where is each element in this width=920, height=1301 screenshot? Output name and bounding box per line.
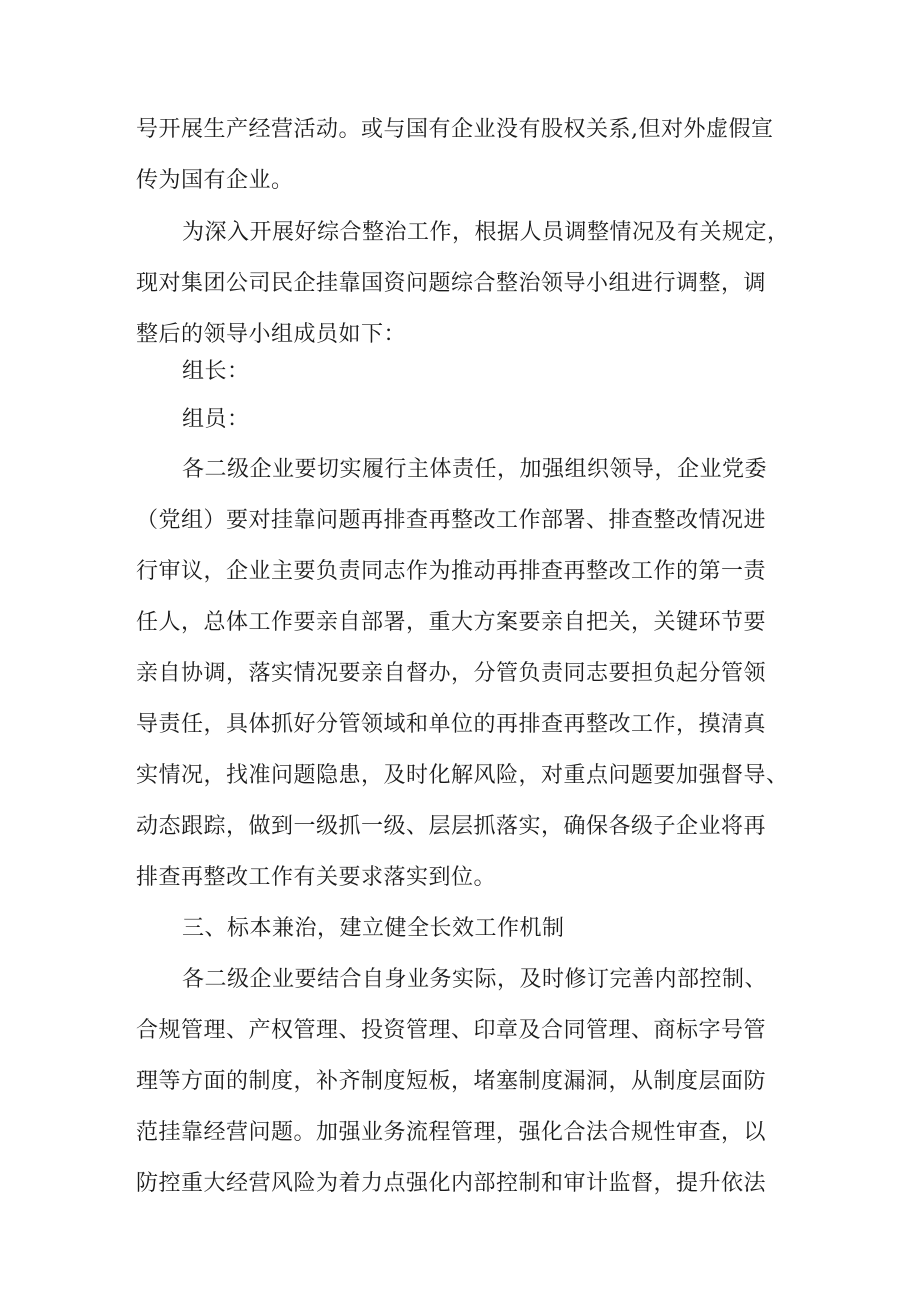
text-line: 号开展生产经营活动。或与国有企业没有股权关系,但对外虚假宣 [136, 117, 774, 142]
group-members-label: 组员： [182, 407, 250, 432]
text-line: 排查再整改工作有关要求落实到位。 [136, 865, 497, 890]
paragraph-first-line: 各二级企业要切实履行主体责任，加强组织领导，企业党委 [182, 457, 768, 482]
text-line: 整后的领导小组成员如下： [136, 322, 407, 347]
text-line: 导责任，具体抓好分管领域和单位的再排查再整改工作，摸清真 [136, 712, 767, 737]
section-heading: 三、标本兼治，建立健全长效工作机制 [182, 916, 565, 941]
text-line: 动态跟踪，做到一级抓一级、层层抓落实，确保各级子企业将再 [136, 814, 767, 839]
text-line: 范挂靠经营问题。加强业务流程管理，强化合法合规性审查，以 [136, 1120, 767, 1145]
paragraph-first-line: 各二级企业要结合自身业务实际，及时修订完善内部控制、 [182, 967, 768, 992]
text-line: 任人，总体工作要亲自部署，重大方案要亲自把关，关键环节要 [136, 610, 767, 635]
text-line: 实情况，找准问题隐患，及时化解风险，对重点问题要加强督导、 [136, 763, 789, 788]
text-line: 合规管理、产权管理、投资管理、印章及合同管理、商标字号管 [136, 1018, 767, 1043]
text-line: 传为国有企业。 [136, 168, 294, 193]
text-line: （党组）要对挂靠问题再排查再整改工作部署、排查整改情况进 [136, 508, 767, 533]
paragraph-first-line: 为深入开展好综合整治工作，根据人员调整情况及有关规定， [182, 220, 790, 245]
text-line: 行审议，企业主要负责同志作为推动再排查再整改工作的第一责 [136, 559, 767, 584]
text-line: 防控重大经营风险为着力点强化内部控制和审计监督，提升依法 [136, 1171, 767, 1196]
text-line: 亲自协调，落实情况要亲自督办，分管负责同志要担负起分管领 [136, 661, 767, 686]
text-line: 理等方面的制度，补齐制度短板，堵塞制度漏洞，从制度层面防 [136, 1069, 767, 1094]
group-leader-label: 组长： [182, 359, 250, 384]
text-line: 现对集团公司民企挂靠国资问题综合整治领导小组进行调整，调 [136, 271, 767, 296]
